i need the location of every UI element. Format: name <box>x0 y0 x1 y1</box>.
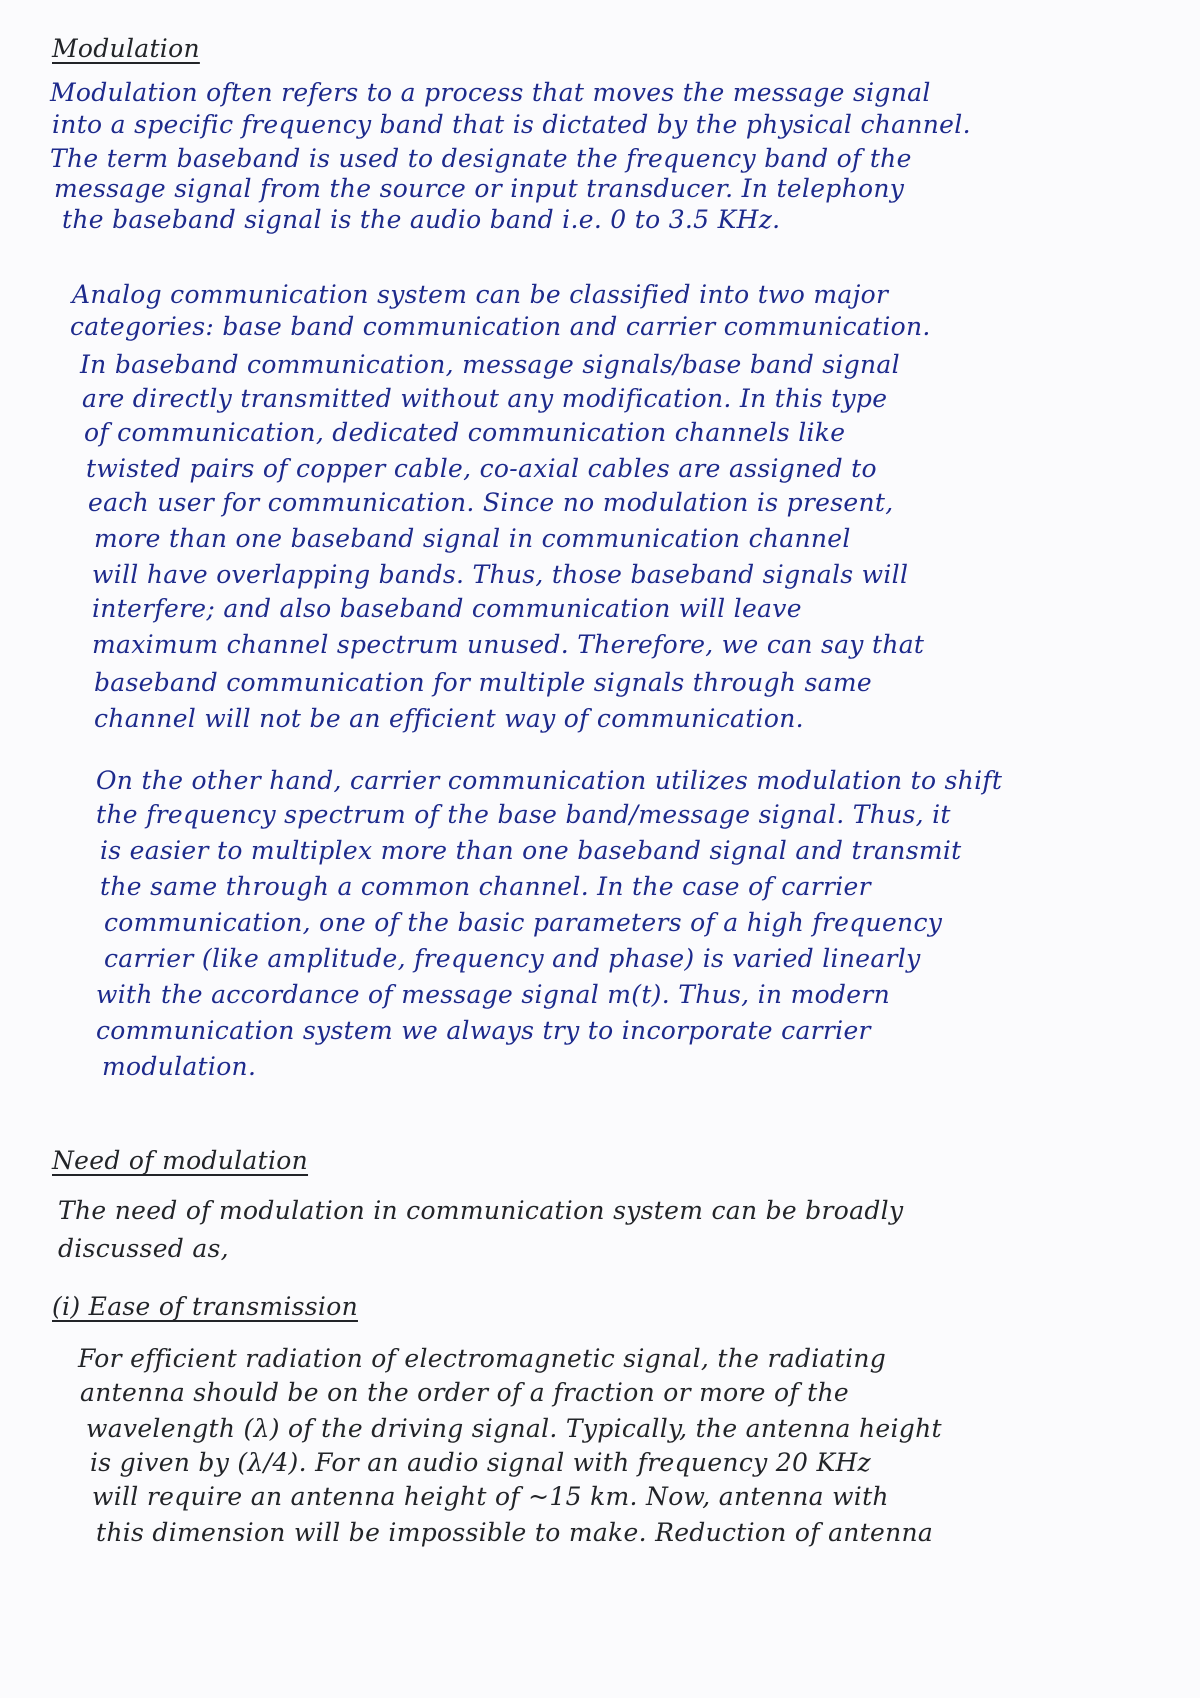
modulation-para2-line: more than one baseband signal in communication channel <box>94 524 851 553</box>
ease-para-line: For efficient radiation of electromagnetic signal, the radiating <box>78 1344 887 1373</box>
modulation-para3-line: carrier (like amplitude, frequency and phase) is varied linearly <box>104 944 921 973</box>
ease-of-transmission-heading: (i) Ease of transmission <box>52 1292 358 1321</box>
modulation-para2-line: maximum channel spectrum unused. Therefore, we can say that <box>92 630 925 659</box>
modulation-para3-line: modulation. <box>102 1052 257 1081</box>
ease-para-line: is given by (λ/4). For an audio signal with frequency 20 KHz <box>90 1448 872 1477</box>
ease-para-line: this dimension will be impossible to make. Reduction of antenna <box>96 1518 934 1547</box>
modulation-para2-line: categories: base band communication and carrier communication. <box>70 312 931 341</box>
modulation-para3-line: is easier to multiplex more than one baseband signal and transmit <box>100 836 962 865</box>
need-intro-line: discussed as, <box>58 1234 229 1263</box>
modulation-para1-line: Modulation often refers to a process that moves the message signal <box>50 78 931 107</box>
modulation-para2-line: will have overlapping bands. Thus, those baseband signals will <box>92 560 909 589</box>
modulation-para2-line: baseband communication for multiple signals through same <box>94 668 872 697</box>
need-intro-line: The need of modulation in communication system can be broadly <box>58 1196 904 1225</box>
ease-para-line: wavelength (λ) of the driving signal. Typically, the antenna height <box>86 1414 942 1443</box>
need-of-modulation-heading: Need of modulation <box>52 1146 309 1175</box>
modulation-para2-line: are directly transmitted without any modification. In this type <box>82 384 888 413</box>
modulation-para1-line: message signal from the source or input transducer. In telephony <box>54 174 905 203</box>
modulation-para2-line: Analog communication system can be classified into two major <box>72 280 889 309</box>
modulation-para2-line: interfere; and also baseband communication will leave <box>92 594 802 623</box>
modulation-para3-line: communication system we always try to incorporate carrier <box>96 1016 871 1045</box>
modulation-para2-line: twisted pairs of copper cable, co-axial cables are assigned to <box>86 454 877 483</box>
modulation-para2-line: channel will not be an efficient way of communication. <box>94 704 804 733</box>
modulation-para3-line: the same through a common channel. In the case of carrier <box>100 872 871 901</box>
ease-para-line: antenna should be on the order of a fraction or more of the <box>80 1378 850 1407</box>
modulation-para2-line: In baseband communication, message signals/base band signal <box>80 350 900 379</box>
modulation-heading: Modulation <box>52 34 200 63</box>
modulation-para2-line: of communication, dedicated communication channels like <box>84 418 846 447</box>
modulation-para3-line: the frequency spectrum of the base band/message signal. Thus, it <box>96 800 951 829</box>
modulation-para3-line: communication, one of the basic parameters of a high frequency <box>104 908 943 937</box>
ease-para-line: will require an antenna height of ~15 km. Now, antenna with <box>92 1482 889 1511</box>
modulation-para3-line: On the other hand, carrier communication utilizes modulation to shift <box>96 766 1003 795</box>
modulation-para2-line: each user for communication. Since no modulation is present, <box>88 488 894 517</box>
modulation-para1-line: the baseband signal is the audio band i.e. 0 to 3.5 KHz. <box>62 205 781 234</box>
modulation-para3-line: with the accordance of message signal m(t). Thus, in modern <box>96 980 890 1009</box>
modulation-para1-line: The term baseband is used to designate the frequency band of the <box>50 144 912 173</box>
modulation-para1-line: into a specific frequency band that is dictated by the physical channel. <box>52 110 971 139</box>
